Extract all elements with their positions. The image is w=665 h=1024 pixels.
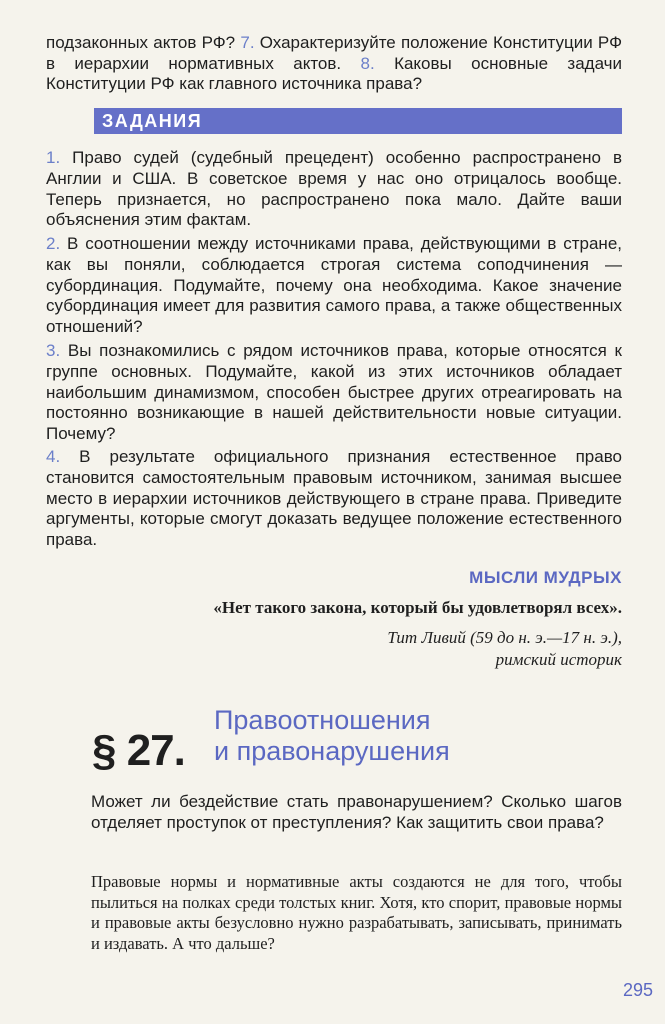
task-item [46, 148, 622, 231]
intro-text-before: подзаконных актов РФ? [46, 33, 241, 52]
wisdom-heading: МЫСЛИ МУДРЫХ [469, 568, 622, 587]
wisdom-quote: «Нет такого закона, который бы удовлетворял всех». [213, 598, 622, 617]
task-text: Право судей (судебный прецедент) особенно распространено в Англии и США. В советское время у нас оно отрицалось вообще. Теперь признается, но распространено пока мало. Дайте ваши объяснения этим фактам. [46, 148, 622, 230]
section-questions: Может ли бездействие стать правонарушением? Сколько шагов отделяет проступок от преступления? Как защитить свои права? [91, 792, 622, 832]
task-number: 4. [46, 447, 61, 466]
page-number: 295 [622, 980, 653, 1000]
task-text: В соотношении между источниками права, действующими в стране, как вы поняли, соблюдается строгая система соподчинения — субординация. Подумайте, почему она необходима. Какое значение субординация имеет для развития самого права, а также общественных отношений? [46, 234, 622, 337]
task-item [46, 447, 622, 551]
task-number: 1. [46, 148, 61, 167]
task-text: В результате официального признания естественное право становится самостоятельным правовым источником, занимая высшее место в иерархии источников действующего в стране права. Приведите аргументы, которые смогут доказать ведущее положение естественного права. [46, 447, 622, 550]
section-number: § 27. [92, 726, 185, 775]
question-8-number: 8. [360, 53, 375, 73]
question-7-number: 7. [240, 33, 255, 52]
tasks-heading: ЗАДАНИЯ [102, 110, 203, 131]
quote-author-name: Тит Ливий (59 до н. э.—17 н. э.), [387, 628, 622, 647]
task-number: 2. [46, 234, 61, 253]
task-item [46, 234, 622, 338]
section-title-line-1: Правоотношения [214, 705, 431, 735]
quote-author-title: римский историк [495, 650, 622, 669]
task-number: 3. [46, 341, 61, 360]
tasks-heading-bar [94, 108, 622, 134]
question-8-text: Каковы основные задачи Конституции РФ как главного источника права? [46, 53, 622, 93]
task-text: Вы познакомились с рядом источников права, которые относятся к группе основных. Подумайте, какой из этих источников обладает наибольшим динамизмом, способен быстрее других отреагировать на постоянно возникающие в нашей действительности новые ситуации. Почему? [46, 341, 622, 444]
section-body-text: Правовые нормы и нормативные акты создаются не для того, чтобы пылиться на полках среди толстых книг. Хотя, кто спорит, правовые нормы и правовые акты безусловно нужно разрабатывать, записывать, принимать и издавать. А что дальше? [91, 872, 622, 953]
section-title [214, 705, 450, 767]
question-7-text: Охарактеризуйте положение Конституции РФ в иерархии нормативных актов. [46, 33, 622, 73]
quote-author [387, 627, 622, 671]
section-title-line-2: и правонарушения [214, 736, 450, 766]
intro-paragraph [46, 33, 622, 95]
task-item [46, 341, 622, 445]
